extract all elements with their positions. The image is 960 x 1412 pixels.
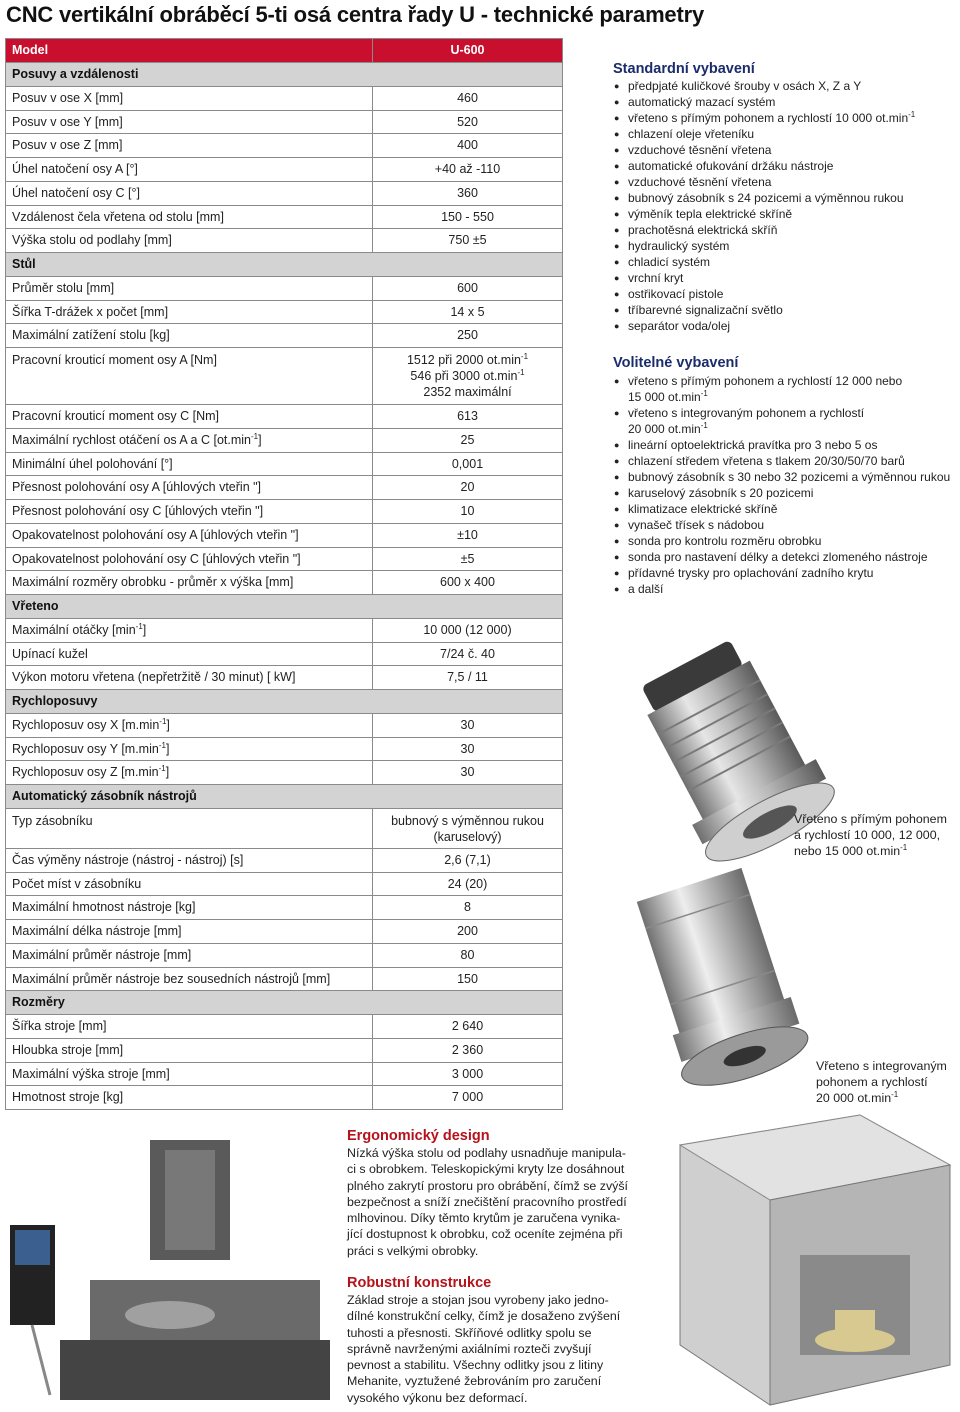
table-cell-value: 2,6 (7,1) [373, 848, 563, 872]
page-title: CNC vertikální obráběcí 5-ti osá centra řady U - technické parametry [6, 2, 704, 27]
table-row [6, 158, 563, 182]
table-row [6, 872, 563, 896]
section-posuvy [6, 63, 563, 87]
table-cell-value: 460 [373, 86, 563, 110]
table-row [6, 205, 563, 229]
table-cell-value: 520 [373, 110, 563, 134]
table-cell-label: Výška stolu od podlahy [mm] [6, 229, 373, 253]
table-cell-label: Vzdálenost čela vřetena od stolu [mm] [6, 205, 373, 229]
table-row [6, 547, 563, 571]
section-vreteno [6, 595, 563, 619]
table-row [6, 666, 563, 690]
table-cell-label: Maximální rychlost otáčení os A a C $[ot.\min^{-1}]$ [6, 428, 373, 452]
list-item: ● bubnový zásobník s 30 nebo 32 pozicemi a výměnnou rukou [613, 469, 958, 485]
table-row [6, 618, 563, 642]
table-cell-label: Opakovatelnost polohování osy A [úhlových vteřin "] [6, 523, 373, 547]
table-row [6, 276, 563, 300]
section-rychloposuvy [6, 690, 563, 714]
section-rozmery [6, 991, 563, 1015]
optional-list [613, 373, 958, 597]
list-item: ● klimatizace elektrické skříně [613, 501, 958, 517]
list-item: ● chladicí systém [613, 254, 958, 270]
table-row [6, 86, 563, 110]
table-row [6, 713, 563, 737]
table-row [6, 452, 563, 476]
table-row [6, 1038, 563, 1062]
table-cell-value: 2 640 [373, 1015, 563, 1039]
table-cell-label: Pracovní krouticí moment osy C [Nm] [6, 405, 373, 429]
table-row [6, 1015, 563, 1039]
table-cell-label: Maximální průměr nástroje [mm] [6, 943, 373, 967]
table-row [6, 808, 563, 848]
list-item: ● prachotěsná elektrická skříň [613, 222, 958, 238]
table-cell-label: Maximální průměr nástroje bez sousedních nástrojů [mm] [6, 967, 373, 991]
section-stul [6, 253, 563, 277]
robust-heading: Robustní konstrukce [347, 1275, 492, 1291]
table-row [6, 229, 563, 253]
table-cell-value: 600 [373, 276, 563, 300]
table-cell-label: Maximální zatížení stolu [kg] [6, 324, 373, 348]
list-item: ● automatický mazací systém [613, 94, 958, 110]
section-zasobnik [6, 785, 563, 809]
machine-frame-image [0, 1130, 340, 1410]
table-cell-label: Vřeteno [6, 595, 563, 619]
list-item: ● sonda pro nastavení délky a detekci zlomeného nástroje [613, 549, 958, 565]
table-cell-value: 150 [373, 967, 563, 991]
table-cell-label: Posuv v ose Y [mm] [6, 110, 373, 134]
table-cell-label: Počet míst v zásobníku [6, 872, 373, 896]
table-cell-label: Posuvy a vzdálenosti [6, 63, 563, 87]
list-item: ● vřeteno s přímým pohonem a rychlostí 10 000 $ot.\min^{-1}$ [613, 110, 958, 126]
table-cell-label: Upínací kužel [6, 642, 373, 666]
table-row [6, 761, 563, 785]
table-cell-value: 2 360 [373, 1038, 563, 1062]
standard-list [613, 78, 958, 334]
caption-integrated-spindle: Vřeteno s integrovaným pohonem a rychlostí 20 000 $ot.\min^{-1}$ [816, 1059, 947, 1105]
table-cell-label: Stůl [6, 253, 563, 277]
col-model: Model [6, 39, 373, 63]
table-cell-value: 400 [373, 134, 563, 158]
table-cell-value: 7,5 / 11 [373, 666, 563, 690]
table-cell-label: Přesnost polohování osy C [úhlových vteřin "] [6, 500, 373, 524]
table-cell-value: 7/24 č. 40 [373, 642, 563, 666]
table-cell-label: Rychloposuvy [6, 690, 563, 714]
list-item: ● vzduchové těsnění vřetena [613, 174, 958, 190]
integrated-spindle-image [620, 868, 820, 1093]
table-row [6, 476, 563, 500]
list-item: ● vřeteno s integrovaným pohonem a rychlostí 20 000 $ot.\min^{-1}$ [613, 405, 958, 437]
list-item: ● přídavné trysky pro oplachování zadního krytu [613, 565, 958, 581]
col-value: U-600 [373, 39, 563, 63]
ergo-text: Nízká výška stolu od podlahy usnadňuje manipula- ci s obrobkem. Teleskopickými kryty lze dosáhnout plného zakrytí prostoru pro obrábění, čímž se zvýší bezpečnost a sníží znečištění pracovního prostředí mlhovinou. Díky těmto krytům je zaručena vynika- jící dostupnost k obrobku, což oceníte zejména při práci s velkými obrobky. [347, 1146, 628, 1258]
table-cell-label: Maximální hmotnost nástroje [kg] [6, 896, 373, 920]
table-row [6, 896, 563, 920]
table-cell-label: Rozměry [6, 991, 563, 1015]
table-cell-label: Šířka T-drážek x počet [mm] [6, 300, 373, 324]
list-item: ● tříbarevné signalizační světlo [613, 302, 958, 318]
table-cell-label: Hloubka stroje [mm] [6, 1038, 373, 1062]
table-cell-label: Výkon motoru vřetena (nepřetržitě / 30 minut) [ kW] [6, 666, 373, 690]
table-row [6, 920, 563, 944]
table-cell-value: 613 [373, 405, 563, 429]
table-cell-label: Posuv v ose X [mm] [6, 86, 373, 110]
list-item: ● vynašeč třísek s nádobou [613, 517, 958, 533]
table-cell-value: 30 [373, 761, 563, 785]
table-header [6, 39, 563, 63]
table-row [6, 737, 563, 761]
list-item: ● výměník tepla elektrické skříně [613, 206, 958, 222]
table-cell-label: Úhel natočení osy A [°] [6, 158, 373, 182]
list-item: ● vzduchové těsnění vřetena [613, 142, 958, 158]
table-cell-label: Opakovatelnost polohování osy C [úhlových vteřin "] [6, 547, 373, 571]
table-cell-label: Automatický zásobník nástrojů [6, 785, 563, 809]
list-item: ● ostřikovací pistole [613, 286, 958, 302]
table-row [6, 943, 563, 967]
spec-table [5, 38, 563, 1110]
table-cell-label: Průměr stolu [mm] [6, 276, 373, 300]
table-cell-label: Rychloposuv osy Z $[m.\min^{-1}]$ [6, 761, 373, 785]
table-row [6, 181, 563, 205]
table-row [6, 571, 563, 595]
table-row [6, 500, 563, 524]
table-cell-value: 7 000 [373, 1086, 563, 1110]
table-cell-label: Rychloposuv osy Y $[m.\min^{-1}]$ [6, 737, 373, 761]
table-cell-value: 150 - 550 [373, 205, 563, 229]
table-cell-label: Úhel natočení osy C [°] [6, 181, 373, 205]
standard-heading: Standardní vybavení [613, 61, 755, 77]
list-item: ● separátor voda/olej [613, 318, 958, 334]
table-cell-value: 25 [373, 428, 563, 452]
optional-heading: Volitelné vybavení [613, 355, 739, 371]
table-cell-value: 360 [373, 181, 563, 205]
table-cell-label: Hmotnost stroje [kg] [6, 1086, 373, 1110]
table-row [6, 642, 563, 666]
table-cell-label: Maximální délka nástroje [mm] [6, 920, 373, 944]
list-item: ● vrchní kryt [613, 270, 958, 286]
table-cell-value: 24 (20) [373, 872, 563, 896]
machine-cabin-image [660, 1105, 958, 1410]
table-cell-value: 14 x 5 [373, 300, 563, 324]
table-cell-value: bubnový s výměnnou rukou (karuselový) [373, 808, 563, 848]
table-cell-label: Pracovní krouticí moment osy A [Nm] [6, 348, 373, 405]
list-item: ● sonda pro kontrolu rozměru obrobku [613, 533, 958, 549]
table-cell-value: 80 [373, 943, 563, 967]
list-item: ● vřeteno s přímým pohonem a rychlostí 12 000 nebo 15 000 $ot.\min^{-1}$ [613, 373, 958, 405]
table-row [6, 428, 563, 452]
table-cell-label: Minimální úhel polohování [°] [6, 452, 373, 476]
table-row [6, 1086, 563, 1110]
table-cell-value: 30 [373, 737, 563, 761]
table-row [6, 967, 563, 991]
table-cell-value: 3 000 [373, 1062, 563, 1086]
list-item: ● lineární optoelektrická pravítka pro 3 nebo 5 os [613, 437, 958, 453]
list-item: ● chlazení středem vřetena s tlakem 20/30/50/70 barů [613, 453, 958, 469]
table-cell-value: 600 x 400 [373, 571, 563, 595]
table-cell-label: Čas výměny nástroje (nástroj - nástroj) [s] [6, 848, 373, 872]
table-cell-label: Maximální výška stroje [mm] [6, 1062, 373, 1086]
ergo-heading: Ergonomický design [347, 1128, 490, 1144]
table-row [6, 1062, 563, 1086]
table-row [6, 848, 563, 872]
list-item: ● a další [613, 581, 958, 597]
table-row [6, 348, 563, 405]
table-cell-label: Maximální otáčky $[\min^{-1}]$ [6, 618, 373, 642]
table-cell-value: 10 000 (12 000) [373, 618, 563, 642]
table-row [6, 523, 563, 547]
table-cell-value: 8 [373, 896, 563, 920]
table-cell-label: Rychloposuv osy X $[m.\min^{-1}]$ [6, 713, 373, 737]
list-item: ● hydraulický systém [613, 238, 958, 254]
table-cell-value: 750 ±5 [373, 229, 563, 253]
table-cell-label: Šířka stroje [mm] [6, 1015, 373, 1039]
table-row [6, 134, 563, 158]
table-cell-value: 200 [373, 920, 563, 944]
table-cell-value: ±5 [373, 547, 563, 571]
robust-text: Základ stroje a stojan jsou vyrobeny jako jedno- dílné konstrukční celky, čímž je dosaženo zvýšení tuhosti a přesnosti. Skříňové odlitky spolu se správně navrženými axiálními rozteči zvyšují pevnost a stabilitu. Všechny odlitky jsou z litiny Mehanite, vyztužené žebrováním pro zaručení vysokého výkonu bez deformací. [347, 1293, 621, 1405]
list-item: ● předpjaté kuličkové šrouby v osách X, Z a Y [613, 78, 958, 94]
table-cell-value: ±10 [373, 523, 563, 547]
table-cell-value: 0,001 [373, 452, 563, 476]
table-cell-value: 1512 při 2000 $ot.\min^{-1}$ 546 při 3000 $ot.\min^{-1}$ 2352 maximální [373, 348, 563, 405]
list-item: ● bubnový zásobník s 24 pozicemi a výměnnou rukou [613, 190, 958, 206]
table-cell-value: 30 [373, 713, 563, 737]
table-row [6, 300, 563, 324]
table-row [6, 324, 563, 348]
list-item: ● chlazení oleje vřeteníku [613, 126, 958, 142]
table-row [6, 110, 563, 134]
table-cell-label: Maximální rozměry obrobku - průměr x výška [mm] [6, 571, 373, 595]
list-item: ● automatické ofukování držáku nástroje [613, 158, 958, 174]
table-row [6, 405, 563, 429]
list-item: ● karuselový zásobník s 20 pozicemi [613, 485, 958, 501]
table-cell-label: Posuv v ose Z [mm] [6, 134, 373, 158]
table-cell-value: +40 až -110 [373, 158, 563, 182]
table-cell-label: Typ zásobníku [6, 808, 373, 848]
table-cell-label: Přesnost polohování osy A [úhlových vteřin "] [6, 476, 373, 500]
table-cell-value: 250 [373, 324, 563, 348]
table-cell-value: 10 [373, 500, 563, 524]
caption-direct-spindle: Vřeteno s přímým pohonem a rychlostí 10 000, 12 000, nebo 15 000 $ot.\min^{-1}$ [794, 812, 947, 858]
table-cell-value: 20 [373, 476, 563, 500]
